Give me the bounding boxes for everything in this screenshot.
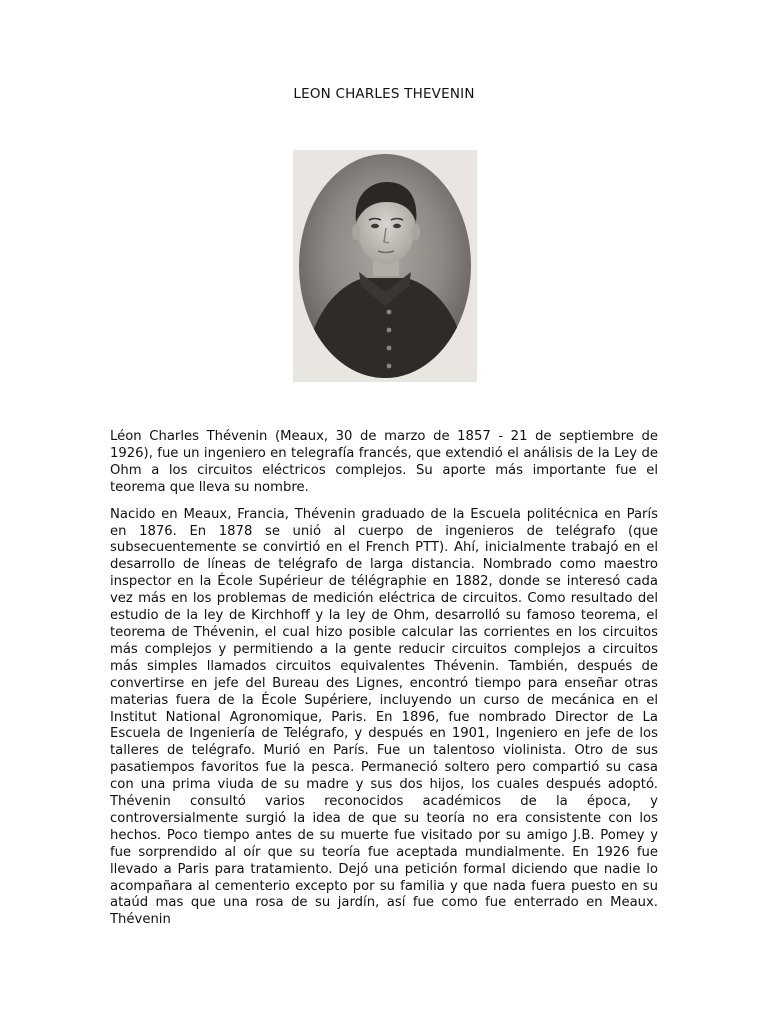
portrait-illustration [293,150,477,382]
document-title: LEON CHARLES THEVENIN [293,86,475,102]
paragraph: Nacido en Meaux, Francia, Thévenin graduado de la Escuela politécnica en París en 1876. En 1878 se unió al cuerpo de ingenieros de telégrafo (que subsecuentemente se convirtió en el French PTT). Ahí, inicialmente trabajó en el desarrollo de líneas de telégrafo de larga distancia. Nombrado como maestro inspector en la École Supérieur de télégraphie en 1882, donde se interesó cada vez más en los problemas de medición eléctrica de circuitos. Como resultado del estudio de la ley de Kirchhoff y la ley de Ohm, desarrolló su famoso teorema, el teorema de Thévenin, el cual hizo posible calcular las corrientes en los circuitos más complejos y permitiendo a la gente reducir circuitos complejos a circuitos más simples llamados circuitos equivalentes Thévenin. También, después de convertirse en jefe del Bureau des Lignes, encontró tiempo para enseñar otras materias fuera de la École Supériere, incluyendo un curso de mecánica en el Institut National Agronomique, Paris. En 1896, fue nombrado Director de La Escuela de Ingeniería de Telégrafo, y después en 1901, Ingeniero en jefe de los talleres de telégrafo. Murió en París. Fue un talentoso violinista. Otro de sus pasatiempos favoritos fue la pesca. Permaneció soltero pero compartió su casa con una prima viuda de su madre y sus dos hijos, los cuales después adoptó. Thévenin consultó varios reconocidos académicos de la época, y controversialmente surgió la idea de que su teoría no era consistente con los hechos. Poco tiempo antes de su muerte fue visitado por su amigo J.B. Pomey y fue sorprendido al oír que su teoría fue aceptada mundialmente. En 1926 fue llevado a Paris para tratamiento. Dejó una petición formal diciendo que nadie lo acompañara al cementerio excepto por su familia y que nada fuera puesto en su ataúd mas que una rosa de su jardín, así fue como fue enterrado en Meaux. Thévenin [110,506,658,928]
paragraph: Léon Charles Thévenin (Meaux, 30 de marzo de 1857 - 21 de septiembre de 1926), fue un ingeniero en telegrafía francés, que extendió el análisis de la Ley de Ohm a los circuitos eléctricos complejos. Su aporte más importante fue el teorema que lleva su nombre. [110,429,658,495]
document-body [110,429,658,939]
portrait-photo [293,150,477,382]
